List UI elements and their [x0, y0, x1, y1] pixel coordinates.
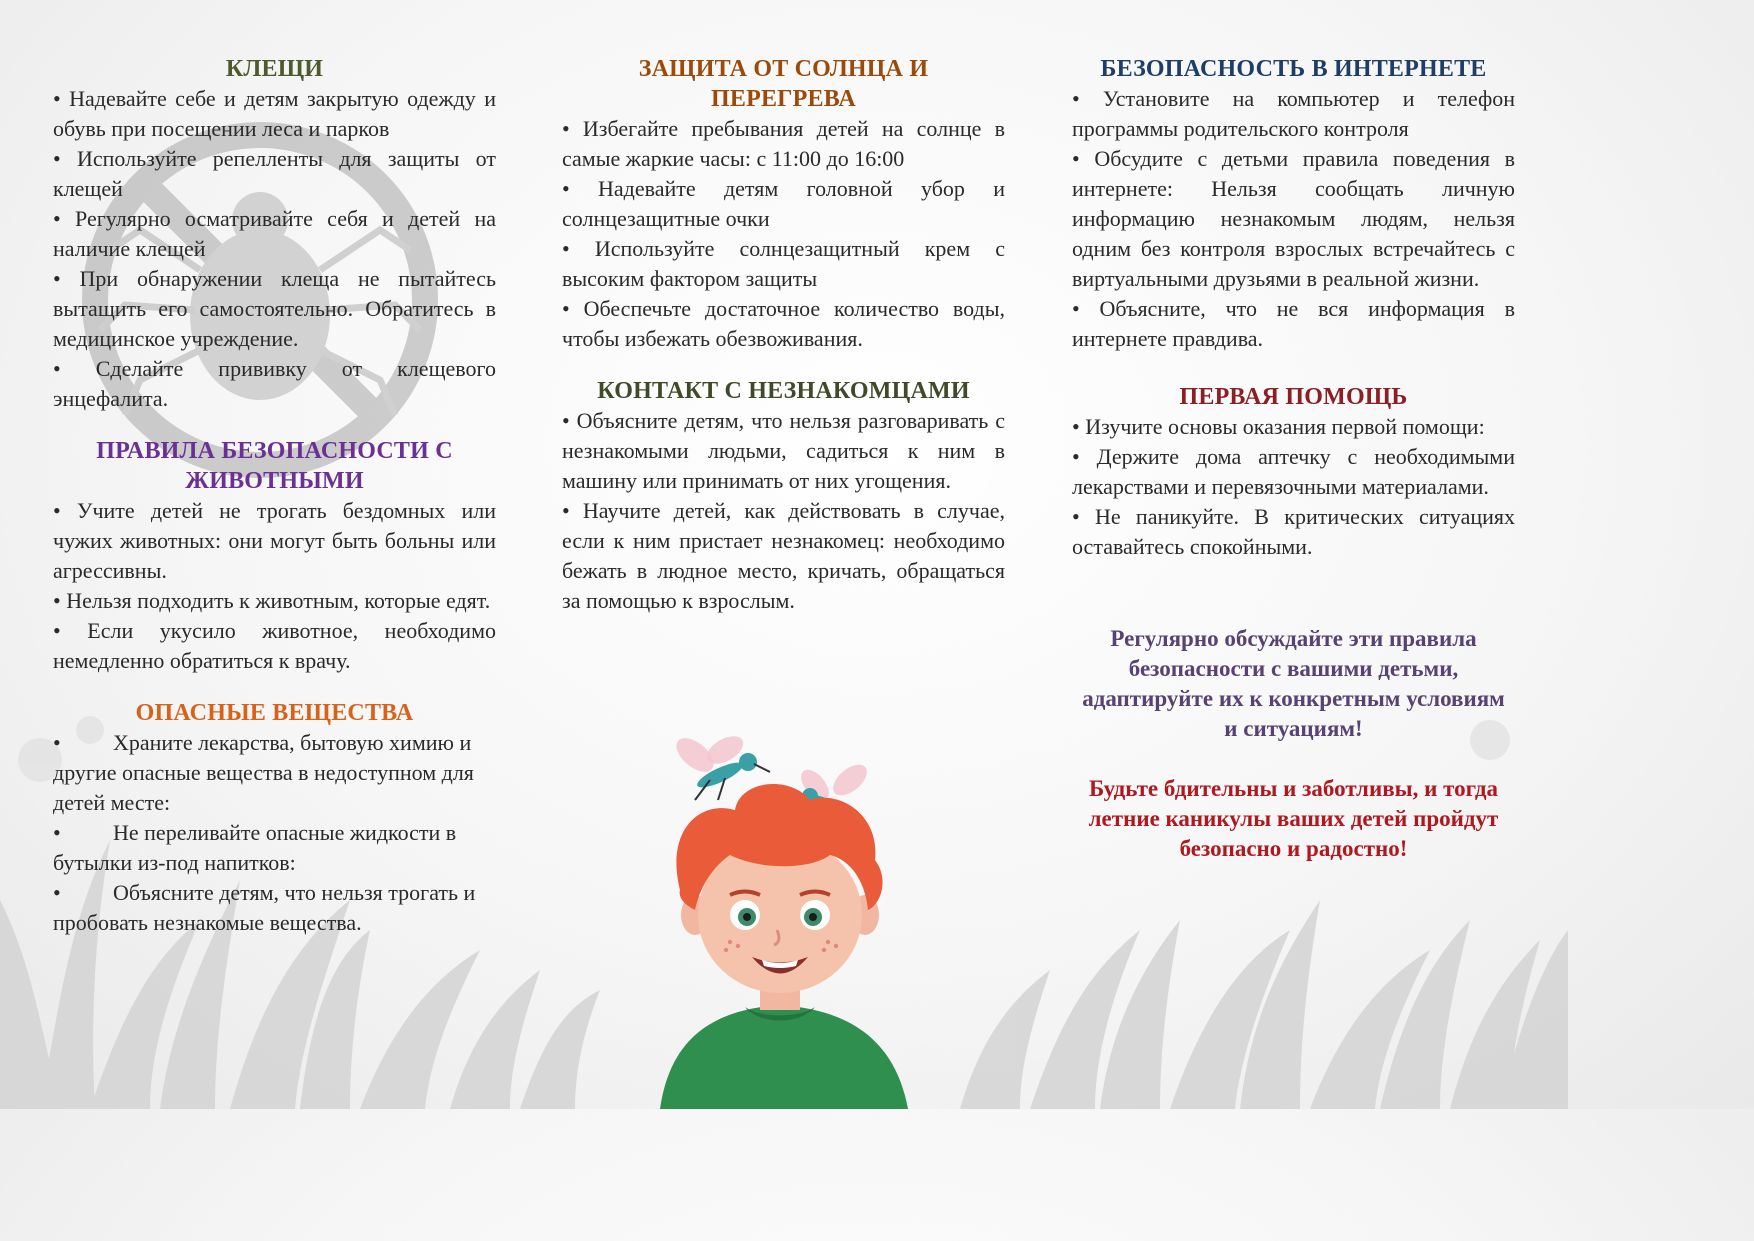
list-item: • Установите на компьютер и телефон программы родительского контроля	[1072, 84, 1515, 144]
ticks-heading: КЛЕЩИ	[225, 56, 324, 82]
list-item: • Если укусило животное, необходимо немедленно обратиться к врачу.	[53, 616, 496, 676]
column-right	[1072, 54, 1515, 864]
sun-heading: ЗАЩИТА ОТ СОЛНЦА И ПЕРЕГРЕВА	[638, 56, 929, 112]
list-item: • Используйте солнцезащитный крем с высоким фактором защиты	[562, 234, 1005, 294]
closing-note: Регулярно обсуждайте эти правила безопасности с вашими детьми, адаптируйте их к конкретным условиям и ситуациям!	[1082, 626, 1505, 741]
list-item: • Научите детей, как действовать в случае, если к ним пристает незнакомец: необходимо бежать в людное место, кричать, обращаться за помощью к взрослым.	[562, 496, 1005, 616]
list-item: • Избегайте пребывания детей на солнце в самые жаркие часы: с 11:00 до 16:00	[562, 114, 1005, 174]
list-item: • Объясните детям, что нельзя разговаривать с незнакомыми людьми, садиться к ним в машину или принимать от них угощения.	[562, 406, 1005, 496]
list-item: • Обеспечьте достаточное количество воды, чтобы избежать обезвоживания.	[562, 294, 1005, 354]
column-left	[53, 54, 496, 938]
substances-heading: ОПАСНЫЕ ВЕЩЕСТВА	[135, 700, 414, 726]
list-item: • Обсудите с детьми правила поведения в интернете: Нельзя сообщать личную информацию незнакомым людям, нельзя одним без контроля взрослых встречайтесь с виртуальными друзьями в реальной жизни.	[1072, 144, 1515, 294]
list-item: • Сделайте прививку от клещевого энцефалита.	[53, 354, 496, 414]
list-item: • Используйте репелленты для защиты от клещей	[53, 144, 496, 204]
list-item: • Надевайте себе и детям закрытую одежду и обувь при посещении леса и парков	[53, 84, 496, 144]
list-item: • Учите детей не трогать бездомных или чужих животных: они могут быть больны или агрессивны.	[53, 496, 496, 586]
firstaid-heading: ПЕРВАЯ ПОМОЩЬ	[1179, 384, 1408, 410]
list-item: • Не переливайте опасные жидкости в бутылки из-под напитков:	[53, 820, 457, 875]
list-item: • Храните лекарства, бытовую химию и другие опасные вещества в недоступном для детей месте:	[53, 730, 474, 815]
strangers-heading: КОНТАКТ С НЕЗНАКОМЦАМИ	[597, 378, 970, 404]
animals-heading: ПРАВИЛА БЕЗОПАСНОСТИ С ЖИВОТНЫМИ	[96, 438, 453, 494]
list-item: • Держите дома аптечку с необходимыми лекарствами и перевязочными материалами.	[1072, 442, 1515, 502]
boy-with-mosquitoes-illustration	[640, 720, 930, 1109]
column-middle	[562, 54, 1005, 616]
list-item: • Надевайте детям головной убор и солнцезащитные очки	[562, 174, 1005, 234]
list-item: • При обнаружении клеща не пытайтесь вытащить его самостоятельно. Обратитесь в медицинское учреждение.	[53, 264, 496, 354]
list-item: • Регулярно осматривайте себя и детей на наличие клещей	[53, 204, 496, 264]
list-item: • Нельзя подходить к животным, которые едят.	[53, 586, 496, 616]
list-item: • Объясните, что не вся информация в интернете правдива.	[1072, 294, 1515, 354]
list-item: • Изучите основы оказания первой помощи:	[1072, 412, 1515, 442]
list-item: • Объясните детям, что нельзя трогать и пробовать незнакомые вещества.	[53, 880, 476, 935]
internet-heading: БЕЗОПАСНОСТЬ В ИНТЕРНЕТЕ	[1100, 56, 1487, 82]
list-item: • Не паникуйте. В критических ситуациях оставайтесь спокойными.	[1072, 502, 1515, 562]
closing-wish: Будьте бдительны и заботливы, и тогда летние каникулы ваших детей пройдут безопасно и радостно!	[1088, 776, 1499, 861]
